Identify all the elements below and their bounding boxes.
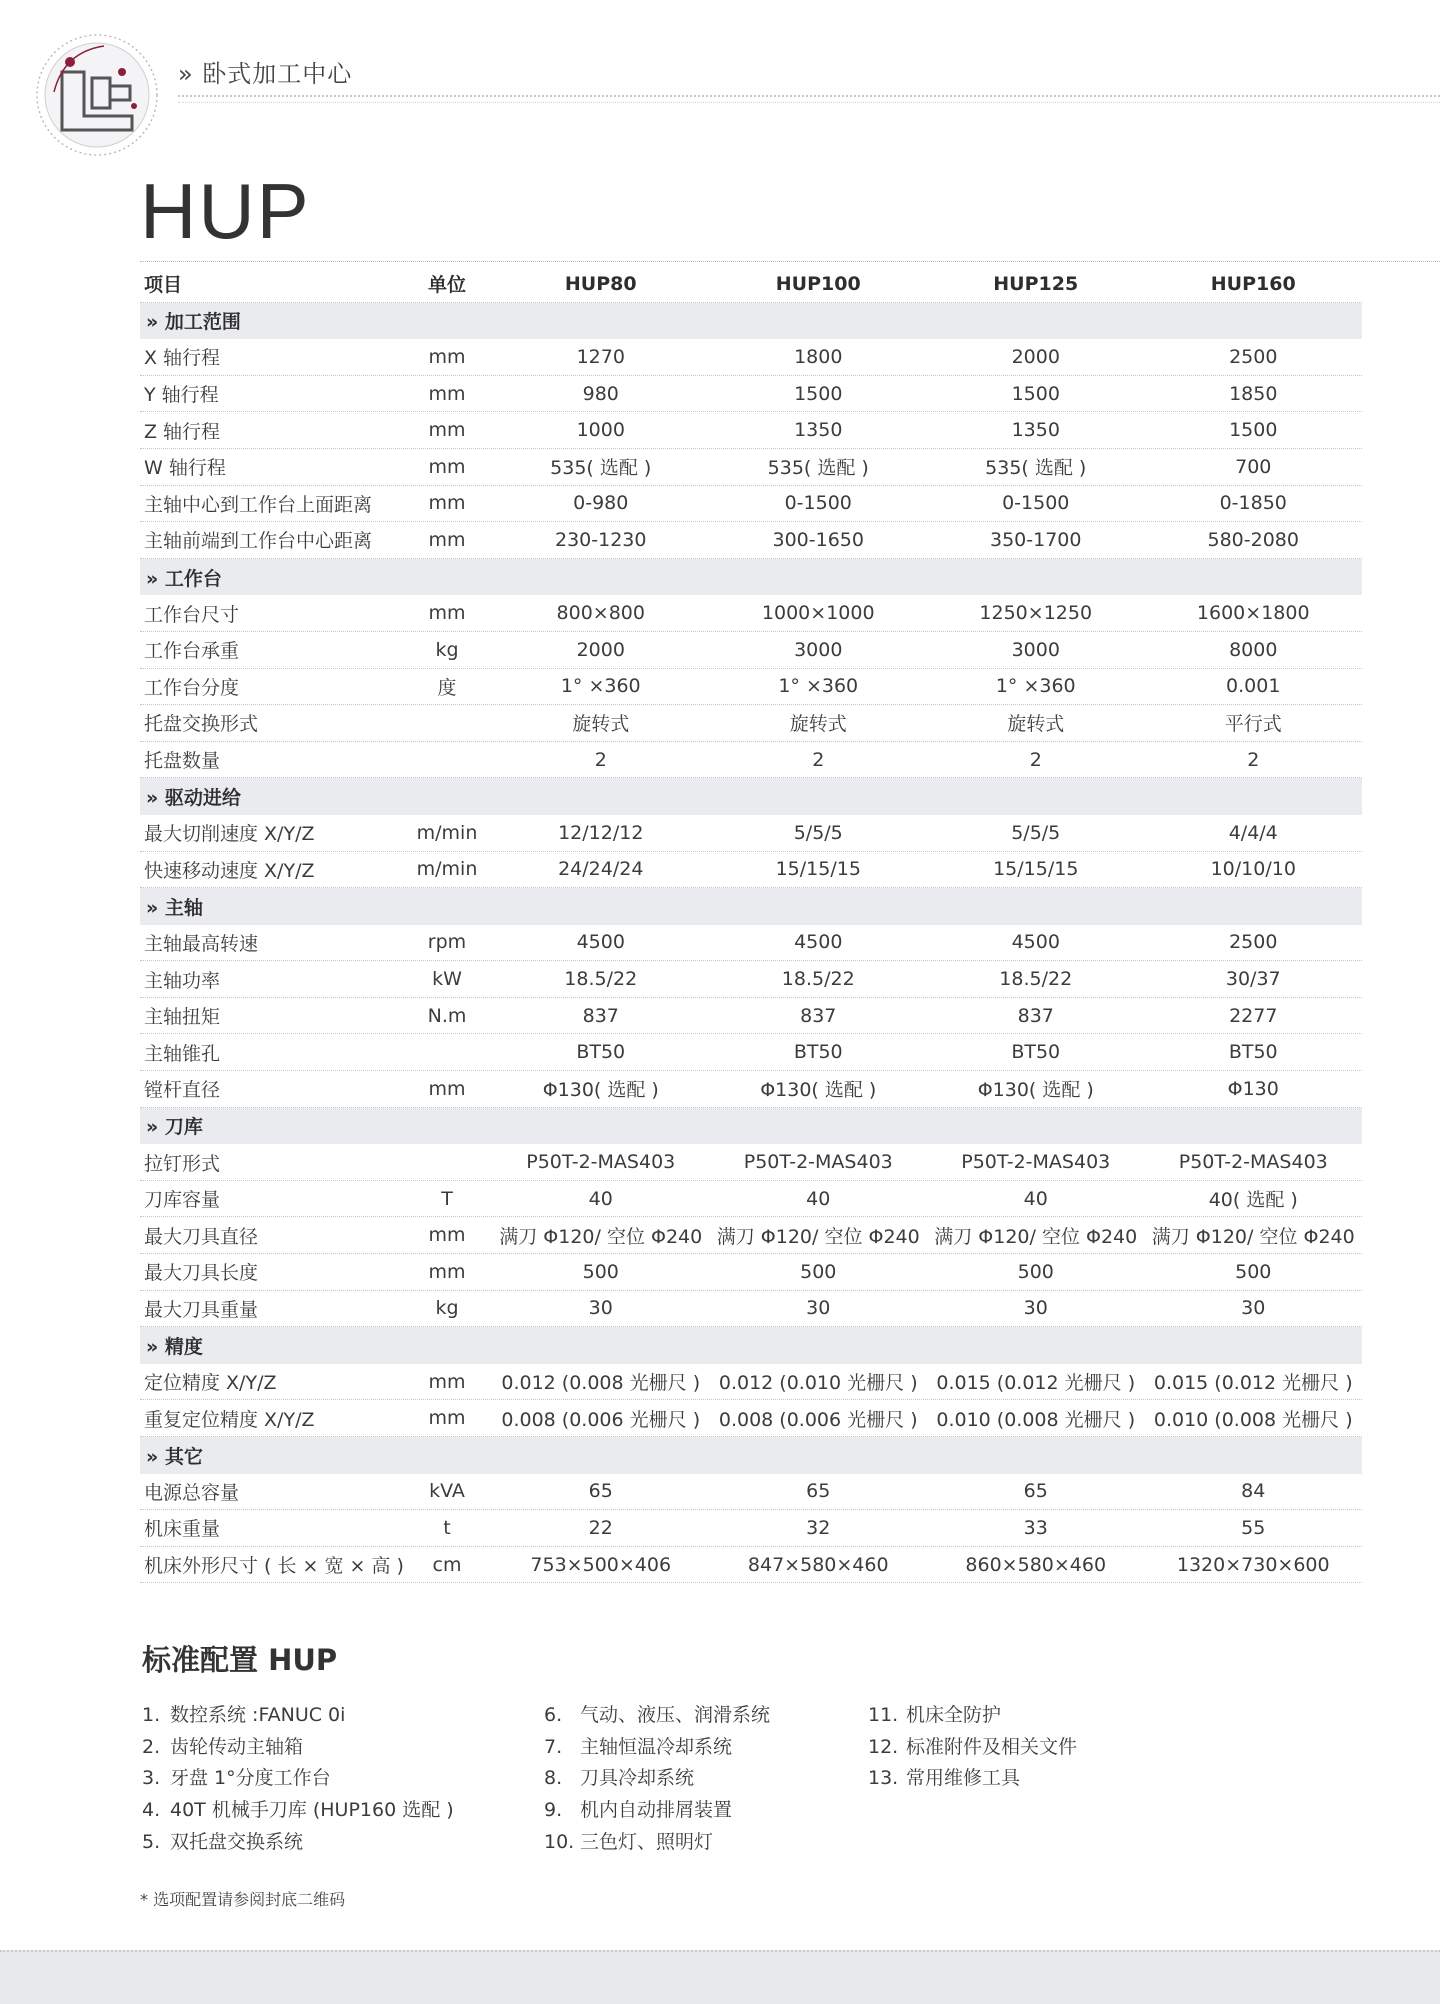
list-item-text: 三色灯、照明灯 xyxy=(580,1830,714,1853)
spec-unit: kg xyxy=(435,1297,459,1320)
list-item xyxy=(544,1732,770,1764)
spec-value: 0.010 (0.008 光栅尺 ) xyxy=(936,1408,1136,1431)
table-row xyxy=(140,1364,1362,1401)
spec-name: 最大刀具重量 xyxy=(144,1298,259,1321)
spec-name: Y 轴行程 xyxy=(144,384,219,407)
spec-value: 1500 xyxy=(1011,382,1060,405)
list-item-text: 刀具冷却系统 xyxy=(580,1767,695,1790)
table-row xyxy=(140,1474,1362,1511)
spec-name: 最大刀具直径 xyxy=(144,1225,259,1248)
category-title: » 工作台 xyxy=(146,567,222,590)
table-row xyxy=(140,705,1362,742)
spec-value: 40 xyxy=(1023,1187,1048,1210)
spec-value: BT50 xyxy=(793,1041,843,1064)
spec-value: 535( 选配 ) xyxy=(767,457,869,480)
spec-value: Φ130( 选配 ) xyxy=(542,1079,659,1102)
spec-value: 2000 xyxy=(576,638,625,661)
spec-value: 40 xyxy=(588,1187,613,1210)
spec-value: 700 xyxy=(1235,455,1272,478)
list-item-text: 齿轮传动主轴箱 xyxy=(170,1735,304,1758)
table-row xyxy=(140,595,1362,632)
spec-name: 工作台承重 xyxy=(144,640,240,663)
footer-band xyxy=(0,1950,1440,2004)
spec-value: 30 xyxy=(1241,1297,1266,1320)
spec-unit: mm xyxy=(428,382,466,405)
spec-value: 40( 选配 ) xyxy=(1208,1189,1298,1212)
list-item xyxy=(142,1732,454,1764)
spec-value: 2500 xyxy=(1229,931,1278,954)
spec-value: 0.015 (0.012 光栅尺 ) xyxy=(1153,1372,1353,1395)
spec-value: 18.5/22 xyxy=(999,968,1073,991)
spec-unit: mm xyxy=(428,419,466,442)
spec-value: 0-1500 xyxy=(784,492,852,515)
category-row xyxy=(140,559,1362,596)
spec-unit: mm xyxy=(428,1224,466,1247)
spec-table xyxy=(140,266,1362,1583)
spec-value: 30 xyxy=(588,1297,613,1320)
table-row xyxy=(140,669,1362,706)
spec-name: 机床重量 xyxy=(144,1518,221,1541)
spec-unit: mm xyxy=(428,1260,466,1283)
spec-value: 980 xyxy=(582,382,619,405)
category-row xyxy=(140,888,1362,925)
spec-value: 30 xyxy=(806,1297,831,1320)
column-header-unit: 单位 xyxy=(427,274,466,297)
standard-config-list-1 xyxy=(142,1700,454,1858)
spec-unit: m/min xyxy=(416,821,478,844)
category-row xyxy=(140,1327,1362,1364)
list-item xyxy=(142,1763,454,1795)
spec-value: 8000 xyxy=(1229,638,1278,661)
spec-value: 满刀 Φ120/ 空位 Φ240 xyxy=(934,1225,1138,1248)
list-item-number: 5. xyxy=(142,1830,161,1853)
spec-name: 快速移动速度 X/Y/Z xyxy=(144,859,315,882)
spec-value: 1350 xyxy=(794,419,843,442)
list-item xyxy=(868,1763,1077,1795)
spec-value: 350-1700 xyxy=(990,528,1082,551)
table-row xyxy=(140,632,1362,669)
header-divider-secondary xyxy=(178,102,1440,103)
spec-name: 重复定位精度 X/Y/Z xyxy=(144,1408,315,1431)
spec-value: 535( 选配 ) xyxy=(550,457,652,480)
table-row xyxy=(140,1034,1362,1071)
spec-value: 满刀 Φ120/ 空位 Φ240 xyxy=(716,1225,920,1248)
spec-value: 500 xyxy=(1017,1260,1054,1283)
table-row xyxy=(140,1400,1362,1437)
list-item xyxy=(142,1827,454,1859)
spec-value: 2 xyxy=(1247,748,1260,771)
table-row xyxy=(140,522,1362,559)
spec-value: 1000 xyxy=(576,419,625,442)
spec-value: 30 xyxy=(1023,1297,1048,1320)
spec-name: 主轴前端到工作台中心距离 xyxy=(144,530,373,553)
table-row xyxy=(140,1547,1362,1584)
spec-unit: kg xyxy=(435,638,459,661)
category-row xyxy=(140,778,1362,815)
spec-value: 33 xyxy=(1023,1516,1048,1539)
spec-value: 15/15/15 xyxy=(993,858,1079,881)
spec-unit: t xyxy=(443,1516,451,1539)
spec-value: Φ130( 选配 ) xyxy=(760,1079,877,1102)
category-row xyxy=(140,1437,1362,1474)
horizontal-machining-logo-icon xyxy=(34,32,160,158)
spec-name: W 轴行程 xyxy=(144,457,226,480)
spec-value: P50T-2-MAS403 xyxy=(743,1151,893,1174)
spec-value: 32 xyxy=(806,1516,831,1539)
spec-name: 电源总容量 xyxy=(144,1481,240,1504)
spec-value: 1350 xyxy=(1011,419,1060,442)
spec-unit: kVA xyxy=(429,1480,465,1503)
list-item xyxy=(868,1700,1077,1732)
spec-value: 860×580×460 xyxy=(965,1553,1107,1576)
title-divider xyxy=(140,261,1440,262)
list-item-number: 10. xyxy=(544,1830,575,1853)
spec-name: 主轴扭矩 xyxy=(144,1006,221,1029)
spec-value: 12/12/12 xyxy=(558,821,644,844)
list-item xyxy=(142,1795,454,1827)
spec-unit: mm xyxy=(428,528,466,551)
table-row xyxy=(140,998,1362,1035)
column-header-hup125: HUP125 xyxy=(993,272,1079,295)
spec-name: 机床外形尺寸 ( 长 × 宽 × 高 ) xyxy=(144,1555,404,1578)
spec-value: 0-1500 xyxy=(1002,492,1070,515)
list-item-text: 主轴恒温冷却系统 xyxy=(580,1735,733,1758)
spec-value: 满刀 Φ120/ 空位 Φ240 xyxy=(1151,1225,1355,1248)
spec-value: 1800 xyxy=(794,345,843,368)
spec-name: 定位精度 X/Y/Z xyxy=(144,1372,277,1395)
spec-value: 1500 xyxy=(1229,419,1278,442)
spec-value: BT50 xyxy=(1011,1041,1061,1064)
spec-name: 托盘数量 xyxy=(144,750,221,773)
spec-value: 0-1850 xyxy=(1219,492,1287,515)
spec-unit: mm xyxy=(428,602,466,625)
spec-value: 2 xyxy=(594,748,607,771)
spec-value: 0.008 (0.006 光栅尺 ) xyxy=(718,1408,918,1431)
list-item-text: 牙盘 1°分度工作台 xyxy=(170,1767,331,1790)
list-item-text: 双托盘交换系统 xyxy=(170,1830,304,1853)
spec-value: 0.001 xyxy=(1226,675,1281,698)
spec-name: Z 轴行程 xyxy=(144,420,221,443)
spec-value: 24/24/24 xyxy=(558,858,644,881)
spec-unit: mm xyxy=(428,1077,466,1100)
list-item-number: 13. xyxy=(868,1767,899,1790)
standard-config-list-2 xyxy=(544,1700,770,1858)
table-row xyxy=(140,742,1362,779)
spec-value: 837 xyxy=(1017,1004,1054,1027)
table-row xyxy=(140,925,1362,962)
table-row xyxy=(140,339,1362,376)
spec-value: 4/4/4 xyxy=(1228,821,1278,844)
category-title: » 其它 xyxy=(146,1445,203,1468)
category-row xyxy=(140,303,1362,340)
spec-value: 2 xyxy=(1029,748,1042,771)
category-title: » 主轴 xyxy=(146,896,203,919)
spec-value: 500 xyxy=(582,1260,619,1283)
spec-value: 30/37 xyxy=(1225,968,1281,991)
spec-name: 最大刀具长度 xyxy=(144,1262,259,1285)
category-title: » 驱动进给 xyxy=(146,787,241,810)
column-header-hup100: HUP100 xyxy=(775,272,861,295)
list-item-text: 机内自动排屑装置 xyxy=(580,1799,733,1822)
spec-unit: mm xyxy=(428,1407,466,1430)
spec-name: 主轴锥孔 xyxy=(144,1042,221,1065)
spec-value: 2500 xyxy=(1229,345,1278,368)
spec-value: P50T-2-MAS403 xyxy=(526,1151,676,1174)
spec-value: P50T-2-MAS403 xyxy=(961,1151,1111,1174)
spec-value: 平行式 xyxy=(1224,713,1282,736)
spec-value: BT50 xyxy=(576,1041,626,1064)
list-item-text: 40T 机械手刀库 (HUP160 选配 ) xyxy=(170,1799,454,1822)
spec-value: 1° ×360 xyxy=(560,675,641,698)
table-row xyxy=(140,1254,1362,1291)
spec-name: 拉钉形式 xyxy=(144,1152,221,1175)
spec-value: 2 xyxy=(812,748,825,771)
spec-value: 55 xyxy=(1241,1516,1266,1539)
spec-unit: mm xyxy=(428,455,466,478)
list-item-number: 6. xyxy=(544,1704,563,1726)
section-name: » 卧式加工中心 xyxy=(178,60,353,88)
table-header-row xyxy=(140,266,1362,303)
list-item xyxy=(544,1763,770,1795)
spec-unit: N.m xyxy=(427,1004,467,1027)
list-item-text: 数控系统 :FANUC 0i xyxy=(170,1704,346,1726)
spec-value: 18.5/22 xyxy=(781,968,855,991)
category-title: » 刀库 xyxy=(146,1116,203,1139)
column-header-hup160: HUP160 xyxy=(1210,272,1296,295)
list-item-text: 常用维修工具 xyxy=(906,1767,1021,1790)
spec-value: 旋转式 xyxy=(572,713,630,736)
spec-value: 65 xyxy=(806,1480,831,1503)
spec-unit: kW xyxy=(432,968,462,991)
list-item-number: 4. xyxy=(142,1799,161,1822)
spec-value: 1320×730×600 xyxy=(1176,1553,1330,1576)
spec-value: 65 xyxy=(1023,1480,1048,1503)
spec-value: 1000×1000 xyxy=(761,602,875,625)
spec-value: 旋转式 xyxy=(789,713,847,736)
list-item xyxy=(544,1827,770,1859)
list-item xyxy=(544,1795,770,1827)
spec-value: 4500 xyxy=(794,931,843,954)
spec-value: 0.015 (0.012 光栅尺 ) xyxy=(936,1372,1136,1395)
spec-value: 800×800 xyxy=(556,602,645,625)
spec-value: 22 xyxy=(588,1516,613,1539)
standard-config-title: 标准配置 HUP xyxy=(142,1643,338,1677)
table-row xyxy=(140,376,1362,413)
spec-unit: mm xyxy=(428,492,466,515)
spec-name: 工作台分度 xyxy=(144,676,240,699)
spec-value: 5/5/5 xyxy=(1011,821,1061,844)
spec-value: 2277 xyxy=(1229,1004,1278,1027)
list-item xyxy=(544,1700,770,1732)
table-row xyxy=(140,1144,1362,1181)
spec-name: 托盘交换形式 xyxy=(144,713,259,736)
list-item-number: 7. xyxy=(544,1735,563,1758)
spec-value: 535( 选配 ) xyxy=(985,457,1087,480)
list-item-number: 12. xyxy=(868,1735,899,1758)
table-row xyxy=(140,486,1362,523)
category-title: » 加工范围 xyxy=(146,311,241,334)
spec-value: 1270 xyxy=(576,345,625,368)
spec-value: 旋转式 xyxy=(1007,713,1065,736)
column-header-item: 项目 xyxy=(144,274,183,297)
list-item-text: 机床全防护 xyxy=(906,1704,1002,1726)
spec-value: 847×580×460 xyxy=(747,1553,889,1576)
spec-unit: 度 xyxy=(437,676,457,699)
spec-unit: mm xyxy=(428,1370,466,1393)
category-title: » 精度 xyxy=(146,1336,203,1359)
spec-name: 主轴中心到工作台上面距离 xyxy=(144,493,373,516)
list-item-text: 标准附件及相关文件 xyxy=(906,1735,1078,1758)
spec-name: 工作台尺寸 xyxy=(144,603,240,626)
table-row xyxy=(140,1071,1362,1108)
spec-name: 镗杆直径 xyxy=(144,1079,221,1102)
spec-unit: m/min xyxy=(416,858,478,881)
spec-unit: cm xyxy=(432,1553,462,1576)
list-item-number: 9. xyxy=(544,1799,563,1822)
spec-value: 580-2080 xyxy=(1207,528,1299,551)
spec-value: 18.5/22 xyxy=(564,968,638,991)
spec-value: 1° ×360 xyxy=(995,675,1076,698)
spec-name: 主轴最高转速 xyxy=(144,932,259,955)
spec-unit: rpm xyxy=(427,931,467,954)
list-item-number: 11. xyxy=(868,1704,899,1726)
spec-value: 837 xyxy=(800,1004,837,1027)
table-row xyxy=(140,815,1362,852)
spec-value: 4500 xyxy=(576,931,625,954)
spec-value: 5/5/5 xyxy=(793,821,843,844)
table-row xyxy=(140,961,1362,998)
spec-value: 0.012 (0.008 光栅尺 ) xyxy=(501,1372,701,1395)
list-item-number: 2. xyxy=(142,1735,161,1758)
spec-unit: mm xyxy=(428,345,466,368)
spec-value: 1500 xyxy=(794,382,843,405)
spec-name: X 轴行程 xyxy=(144,347,221,370)
spec-value: 230-1230 xyxy=(555,528,647,551)
spec-value: 1600×1800 xyxy=(1196,602,1310,625)
list-item-text: 气动、液压、润滑系统 xyxy=(580,1704,771,1726)
spec-value: 500 xyxy=(1235,1260,1272,1283)
table-row xyxy=(140,852,1362,889)
spec-value: 1250×1250 xyxy=(979,602,1093,625)
list-item xyxy=(142,1700,454,1732)
spec-value: 3000 xyxy=(794,638,843,661)
table-row xyxy=(140,1510,1362,1547)
standard-config-list-3 xyxy=(868,1700,1077,1795)
table-row xyxy=(140,1181,1362,1218)
spec-value: P50T-2-MAS403 xyxy=(1178,1151,1328,1174)
spec-value: 837 xyxy=(582,1004,619,1027)
spec-value: 65 xyxy=(588,1480,613,1503)
table-row xyxy=(140,412,1362,449)
spec-value: 753×500×406 xyxy=(530,1553,672,1576)
table-row xyxy=(140,1291,1362,1328)
spec-value: Φ130( 选配 ) xyxy=(977,1079,1094,1102)
spec-value: 10/10/10 xyxy=(1210,858,1296,881)
spec-value: 4500 xyxy=(1011,931,1060,954)
spec-value: 0.008 (0.006 光栅尺 ) xyxy=(501,1408,701,1431)
list-item-number: 8. xyxy=(544,1767,563,1790)
footnote: * 选项配置请参阅封底二维码 xyxy=(140,1890,346,1909)
spec-value: 0.012 (0.010 光栅尺 ) xyxy=(718,1372,918,1395)
spec-value: 3000 xyxy=(1011,638,1060,661)
spec-value: BT50 xyxy=(1228,1041,1278,1064)
spec-value: 0.010 (0.008 光栅尺 ) xyxy=(1153,1408,1353,1431)
table-row xyxy=(140,449,1362,486)
spec-value: 0-980 xyxy=(573,492,629,515)
list-item-number: 3. xyxy=(142,1767,161,1790)
spec-value: Φ130 xyxy=(1227,1077,1279,1100)
spec-value: 2000 xyxy=(1011,345,1060,368)
table-row xyxy=(140,1217,1362,1254)
spec-name: 刀库容量 xyxy=(144,1189,221,1212)
header-divider xyxy=(178,95,1440,97)
category-row xyxy=(140,1108,1362,1145)
model-title: HUP xyxy=(140,167,311,255)
spec-value: 1850 xyxy=(1229,382,1278,405)
spec-value: 40 xyxy=(806,1187,831,1210)
spec-name: 最大切削速度 X/Y/Z xyxy=(144,823,315,846)
spec-unit: T xyxy=(441,1187,453,1210)
spec-value: 84 xyxy=(1241,1480,1266,1503)
column-header-hup80: HUP80 xyxy=(564,272,637,295)
spec-value: 满刀 Φ120/ 空位 Φ240 xyxy=(499,1225,703,1248)
list-item-number: 1. xyxy=(142,1704,161,1726)
spec-name: 主轴功率 xyxy=(144,969,221,992)
spec-value: 500 xyxy=(800,1260,837,1283)
spec-value: 15/15/15 xyxy=(775,858,861,881)
spec-value: 1° ×360 xyxy=(778,675,859,698)
spec-value: 300-1650 xyxy=(772,528,864,551)
list-item xyxy=(868,1732,1077,1764)
